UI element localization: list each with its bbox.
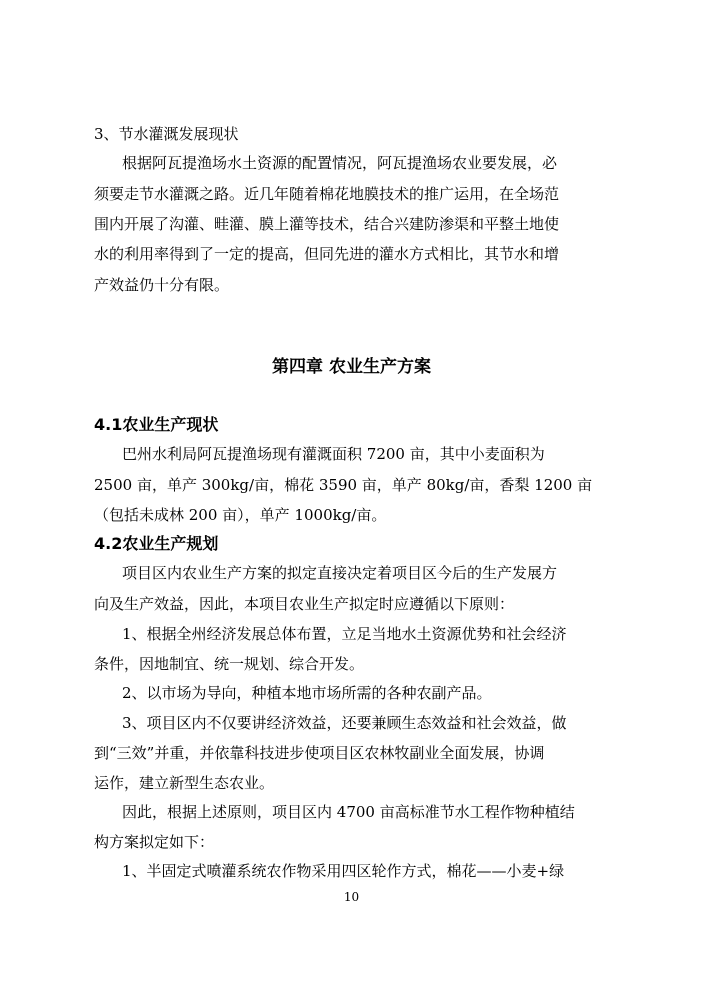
text-line: 项目区内农业生产方案的拟定直接决定着项目区今后的生产发展方 xyxy=(122,564,558,582)
text-line: 巴州水利局阿瓦提渔场现有灌溉面积 7200 亩，其中小麦面积为 xyxy=(122,445,545,463)
text-line: 构方案拟定如下： xyxy=(94,833,215,851)
text-line: 运作，建立新型生态农业。 xyxy=(94,774,275,792)
text-line: 因此，根据上述原则，项目区内 4700 亩高标准节水工程作物种植结 xyxy=(122,803,575,821)
text-line: 向及生产效益，因此，本项目农业生产拟定时应遵循以下原则： xyxy=(94,595,515,613)
text-line: 1、半固定式喷灌系统农作物采用四区轮作方式，棉花——小麦+绿 xyxy=(122,862,565,880)
text-line: 2500 亩，单产 300kg/亩，棉花 3590 亩，单产 80kg/亩，香梨 1200 亩 xyxy=(94,476,593,494)
text-line: 产效益仍十分有限。 xyxy=(94,276,230,294)
section-4-1-heading: 4.1农业生产现状 xyxy=(94,415,219,434)
text-line: 2、以市场为导向，种植本地市场所需的各种农副产品。 xyxy=(122,684,492,702)
text-line: 到“三效”并重，并依靠科技进步使项目区农林牧副业全面发展，协调 xyxy=(94,744,545,762)
text-line: 1、根据全州经济发展总体布置，立足当地水土资源优势和社会经济 xyxy=(122,625,567,643)
text-line: 水的利用率得到了一定的提高，但同先进的灌水方式相比，其节水和增 xyxy=(94,245,560,263)
text-line: 围内开展了沟灌、畦灌、膜上灌等技术，结合兴建防渗渠和平整土地使 xyxy=(94,215,560,233)
text-line: 须要走节水灌溉之路。近几年随着棉花地膜技术的推广运用，在全场范 xyxy=(94,185,560,203)
section-4-2-heading: 4.2农业生产规划 xyxy=(94,534,219,553)
text-line: 根据阿瓦提渔场水土资源的配置情况，阿瓦提渔场农业要发展，必 xyxy=(122,154,558,172)
text-line: 条件，因地制宜、统一规划、综合开发。 xyxy=(94,655,365,673)
text-line: （包括未成林 200 亩），单产 1000kg/亩。 xyxy=(94,506,387,524)
chapter-title: 第四章 农业生产方案 xyxy=(272,357,431,377)
page-number: 10 xyxy=(343,890,360,904)
text-line: 3、项目区内不仅要讲经济效益，还要兼顾生态效益和社会效益，做 xyxy=(122,714,567,732)
section-3-heading: 3、节水灌溉发展现状 xyxy=(94,125,239,143)
